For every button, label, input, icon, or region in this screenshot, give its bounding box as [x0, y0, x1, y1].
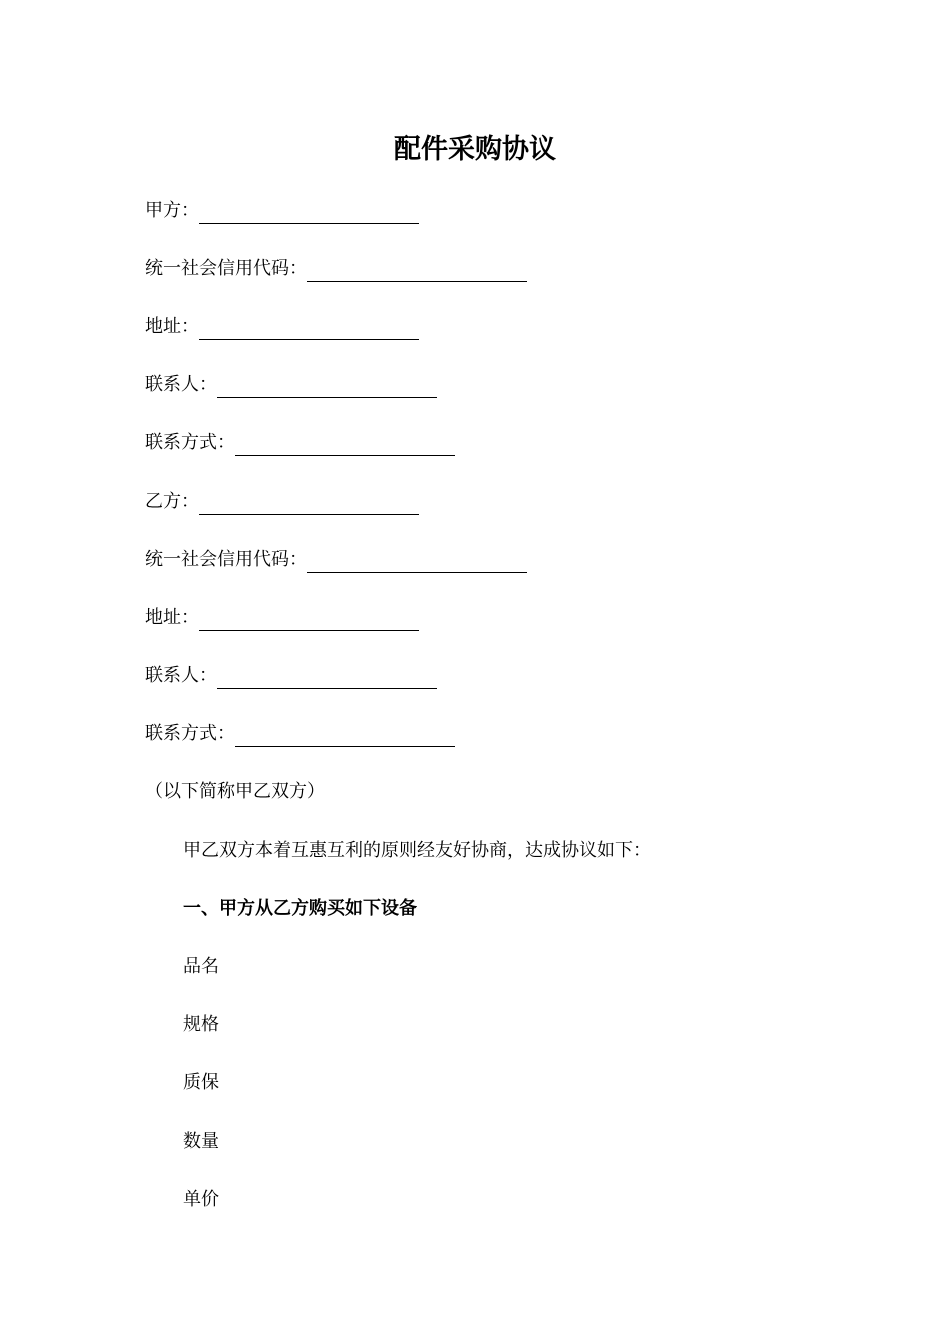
item-product-name: 品名: [183, 956, 219, 977]
item-unit-price: 单价: [183, 1189, 219, 1210]
party-a-contact-label: 联系人：: [145, 374, 217, 395]
party-a-phone-label: 联系方式：: [145, 432, 235, 453]
preamble-paragraph: 甲乙双方本着互惠互利的原则经友好协商，达成协议如下：: [183, 840, 651, 861]
party-b-address-blank: [199, 612, 419, 631]
party-a-name-blank: [199, 205, 419, 224]
party-a-phone-row: [145, 430, 455, 456]
party-b-name-row: [145, 489, 419, 515]
item-specification: 规格: [183, 1014, 219, 1035]
party-a-code-row: [145, 256, 527, 282]
party-b-code-row: [145, 547, 527, 573]
party-b-phone-row: [145, 721, 455, 747]
party-b-contact-label: 联系人：: [145, 665, 217, 686]
party-a-address-row: [145, 314, 419, 340]
abbreviation-note: （以下简称甲乙双方）: [145, 781, 325, 802]
party-a-phone-blank: [235, 437, 455, 456]
party-a-code-label: 统一社会信用代码：: [145, 258, 307, 279]
party-b-address-row: [145, 605, 419, 631]
party-b-contact-blank: [217, 670, 437, 689]
party-a-address-blank: [199, 321, 419, 340]
party-a-name-row: [145, 198, 419, 224]
party-b-code-blank: [307, 554, 527, 573]
party-b-contact-row: [145, 663, 437, 689]
section-1-heading: 一、甲方从乙方购买如下设备: [183, 898, 417, 919]
party-b-phone-label: 联系方式：: [145, 723, 235, 744]
party-a-name-label: 甲方：: [145, 200, 199, 221]
item-quantity: 数量: [183, 1131, 219, 1152]
party-a-code-blank: [307, 263, 527, 282]
party-b-name-label: 乙方：: [145, 491, 199, 512]
party-b-code-label: 统一社会信用代码：: [145, 549, 307, 570]
item-warranty: 质保: [183, 1072, 219, 1093]
party-b-name-blank: [199, 496, 419, 515]
party-b-address-label: 地址：: [145, 607, 199, 628]
party-a-contact-blank: [217, 379, 437, 398]
document-title: 配件采购协议: [394, 134, 556, 165]
party-b-phone-blank: [235, 728, 455, 747]
party-a-address-label: 地址：: [145, 316, 199, 337]
party-a-contact-row: [145, 372, 437, 398]
